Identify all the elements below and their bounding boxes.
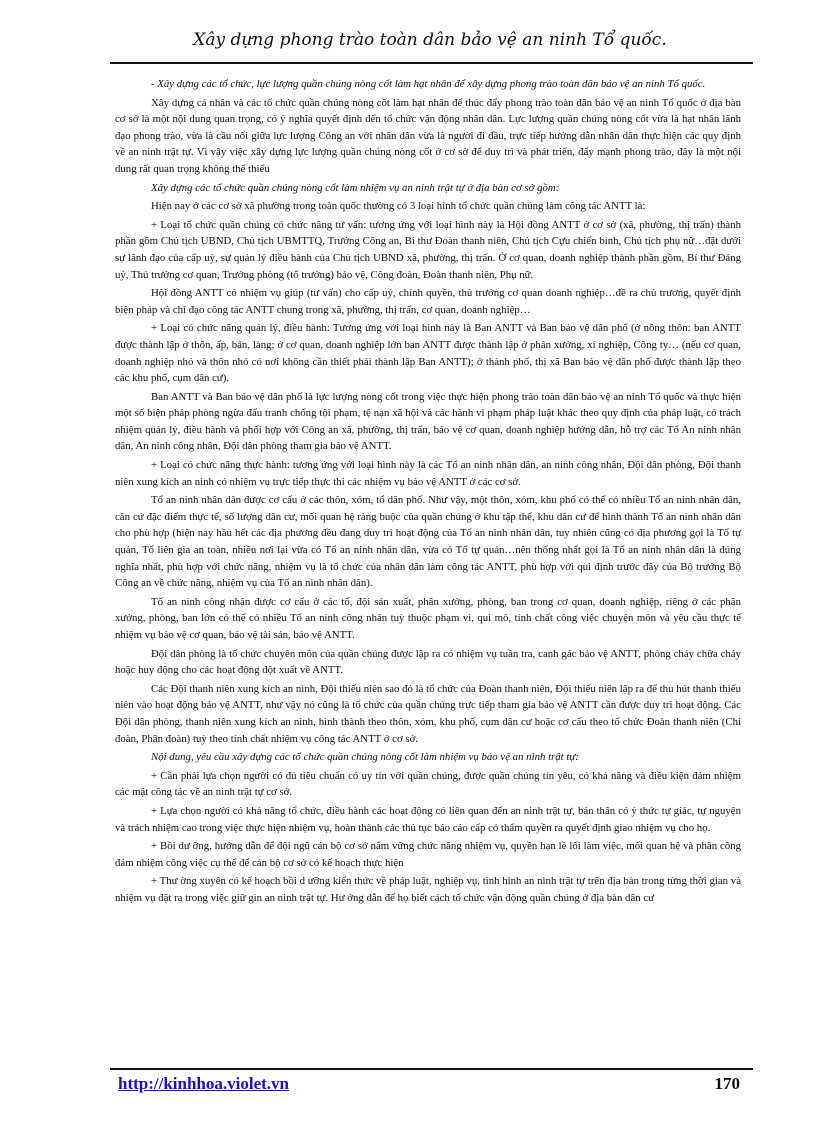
paragraph: Các Đội thanh niên xung kích an ninh, Đội thiếu niên sao đỏ là tổ chức của Đoàn thanh niên, Đội thiếu niên lập ra để thu hút thanh thiếu niên vào hoạt động bảo vệ ANTT, như vậy nó cũng là tổ chức của quần chúng trực tiếp tham gia bảo vệ ANTT cần được duy trì hoạt động. Các Đội dân phòng, thanh niên xung kích an ninh, hình thành theo thôn, xóm, khu phố, cụm dân cư hoặc cơ cấu theo tổ chức Đoàn thanh niên (Chi đoàn, Phân đoàn) tuỳ theo tính chất nhiệm vụ công tác ANTT ở cơ sở. [115,682,741,745]
paragraph: + Thư ờng xuyên có kế hoạch bồi d ưỡng kiến thức về pháp luật, nghiệp vụ, tình hình an ninh trật tự trên địa bàn trong từng thời gian và nhiệm vụ đặt ra trong việc giữ gìn an ninh trật tự. Hư ớng dẫn để họ biết cách tổ chức vận động quần chúng ở địa bàn dân cư [115,875,741,904]
paragraph: + Bồi dư ỡng, hướng dẫn để đội ngũ cán bộ cơ sở nắm vững chức năng nhiệm vụ, quyền hạn lề lối làm việc, mối quan hệ và phân công đảm nhiệm công việc cụ thể để cán bộ cơ sở có kế hoạch thực hiện [115,840,741,869]
paragraph: + Loại tổ chức quần chúng có chức năng tư vấn: tương ứng với loại hình này là Hội đồng ANTT ở cơ sở (xã, phường, thị trấn) thành phần gồm Chủ tịch UBND, Chủ tịch UBMTTQ, Trưởng Công an, Bí thư Đoàn thanh niên, Chủ tịch Cựu chiến binh, Chủ tịch phụ nữ…đặt dưới sự lãnh đạo của cấp uỷ, sự quản lý điều hành của Chủ tịch UBND xã, phường, thị trấn. Ở cơ quan, doanh nghiệp thành phần gồm, Bí thư Đảng uỷ, Thủ trưởng cơ quan, Trưởng phòng (tổ trưởng) bảo vệ, Công đoàn, Đoàn thanh niên, Phụ nữ. [115,218,741,281]
header-divider [110,62,753,64]
paragraph: - Xây dựng các tổ chức, lực lượng quần chúng nòng cốt làm hạt nhân để xây dựng phong trào toàn dân bảo vệ an ninh Tổ quốc. [151,78,706,90]
paragraph: + Loại có chức năng thực hành: tương ứng với loại hình này là các Tổ an ninh nhân dân, an ninh công nhân, Đội dân phòng, Đội thanh niên xung kích an ninh có nhiệm vụ trực tiếp thực thi các nhiệm vụ bảo vệ ANTT ở các cơ sở. [115,459,741,488]
paragraph: Đội dân phòng là tổ chức chuyên môn của quần chúng được lập ra có nhiệm vụ tuần tra, canh gác bảo vệ ANTT, phòng cháy chữa cháy hoặc huy động cho các hoạt động đột xuất về ANTT. [115,647,741,677]
footer-divider [110,1068,753,1070]
paragraph: + Loại có chức năng quản lý, điều hành: Tương ứng với loại hình này là Ban ANTT và Ban bảo vệ dân phố (ở nông thôn: ban ANTT được thành lập ở thôn, ấp, bản, làng; ở cơ quan, doanh nghiệp lớn ban ANTT được thành lập ở phân xưởng, xí nghiệp, Công ty… (nếu cơ quan, doanh nghiệp nhỏ và thôn nhỏ có nơi không cần thiết phải thành lập Ban ANTT); ở thành phố, thị xã Ban bảo vệ dân phố được thành lập theo các khu phố, cụm dân cư). [115,322,741,385]
paragraph: Hiện nay ở các cơ sở xã phường trong toàn quốc thường có 3 loại hình tổ chức quần chúng làm công tác ANTT là: [151,200,646,213]
paragraph: + Lựa chọn người có khả năng tổ chức, điều hành các hoạt động có liên quan đến an ninh trật tự, bản thân có ý thức tự giác, tự nguyện và trách nhiệm cao trong việc thực hiện nhiệm vụ, hoàn thành các thủ tục báo cáo cấp có thẩm quyền ra quyết định giao nhiệm vụ cho họ. [115,804,741,834]
document-body [115,76,741,909]
footer-website-link[interactable]: http://kinhhoa.violet.vn [118,1074,289,1093]
paragraph: + Cần phải lựa chọn người có đủ tiêu chuẩn có uy tín với quần chúng, được quần chúng tín yêu, có khả năng và điều kiện đảm nhiệm các mặt công tác về an ninh trật tự cơ sở. [115,769,741,799]
page-header-title: Xây dựng phong trào toàn dân bảo vệ an ninh Tổ quốc. [193,30,667,50]
paragraph: Ban ANTT và Ban bảo vệ dân phố là lực lượng nòng cốt trong việc thực hiện phong trào toàn dân bảo vệ an ninh Tổ quốc và thực hiện một số biện pháp phòng ngừa đấu tranh chống tội phạm, tệ nạn xã hội và các hành vi phạm pháp luật khác theo quy định của pháp luật, có trách nhiệm quản lý, điều hành và phối hợp với Công an xã, phường, thị trấn, bảo vệ cơ quan, doanh nghiệp hướng dẫn, hỗ trợ các Tổ An ninh nhân dân, An ninh công nhân, Đội dân phòng tham gia bảo vệ ANTT. [115,390,741,453]
paragraph: Xây dựng cá nhân và các tổ chức quần chúng nòng cốt làm hạt nhân để thúc đẩy phong trào toàn dân bảo vệ an ninh Tổ quốc ở địa bàn cơ sở là một nội dung quan trọng, có ý nghĩa quyết định đến tổ chức vận động nhân dân. Lực lượng quần chúng nòng cốt vừa là hạt nhân lãnh đạo phong trào, vừa là cầu nối giữa lực lượng Công an với nhân dân vừa là người đi đầu, trực tiếp hướng dẫn nhân dân thực hiện các quy định về an ninh trật tự. Vì vậy việc xây dựng lực lượng quần chúng nòng cốt ở cơ sở để duy trì và phát triển, đẩy mạnh phong trào, đây là một nội dung rất quan trọng không thể thiếu [115,96,741,175]
paragraph: Tổ an ninh nhân dân được cơ cấu ở các thôn, xóm, tổ dân phố. Như vậy, một thôn, xóm, khu phố có thể có nhiều Tổ an ninh nhân dân, căn cứ đặc điểm thực tế, số lượng dân cư, mối quan hệ ràng buộc của quần chúng ở khu tập thể, khu dân cư để hình thành Tổ an ninh nhân dân cho phù hợp (hiện nay hầu hết các địa phương đều đang duy trì hoạt động của Tổ an ninh nhân dân, tuy nhiên cũng có địa phương gọi là Tổ tự quản, Tổ liên gia an toàn, nhiều nơi lại vừa có Tổ an ninh nhân dân, vừa có Tổ tự quản…nên thống nhất gọi là Tổ an ninh nhân dân là đúng nghĩa nhất, phù hợp với chức năng, nhiệm vụ là tổ chức của nhân dân làm công tác ANTT, phù hợp với qui định trước đây của Bộ trưởng Bộ Công an về chức năng, nhiệm vụ của Tổ an ninh nhân dân). [115,494,741,590]
paragraph: Xây dựng các tổ chức quần chúng nòng cốt làm nhiệm vụ an ninh trật tự ở địa bàn cơ sở gồm: [151,181,560,194]
paragraph: Hội đồng ANTT có nhiệm vụ giúp (tư vấn) cho cấp uỷ, chính quyền, thủ trưởng cơ quan doanh nghiệp…đề ra chủ trương, quyết định biện pháp và chỉ đạo công tác ANTT chung trong xã, phường, thị trấn, cơ quan, doanh nghiệp… [115,287,741,316]
paragraph: Tổ an ninh công nhân được cơ cấu ở các tổ, đội sản xuất, phân xưởng, phòng, ban trong cơ quan, doanh nghiệp, riêng ở các phân xưởng, phòng, ban lớn có thể có nhiều Tổ an ninh công nhân tuỳ thuộc phạm vi, qui mô, tính chất công việc chuyên môn và yêu cầu thực tế nhiệm vụ bảo vệ cơ quan, bảo vệ tài sản, bảo vệ ANTT. [115,595,741,641]
paragraph: Nội dung, yêu cầu xây dựng các tổ chức quần chúng nòng cốt làm nhiệm vụ bảo vệ an ninh trật tự: [151,751,579,764]
page-number: 170 [714,1074,740,1093]
